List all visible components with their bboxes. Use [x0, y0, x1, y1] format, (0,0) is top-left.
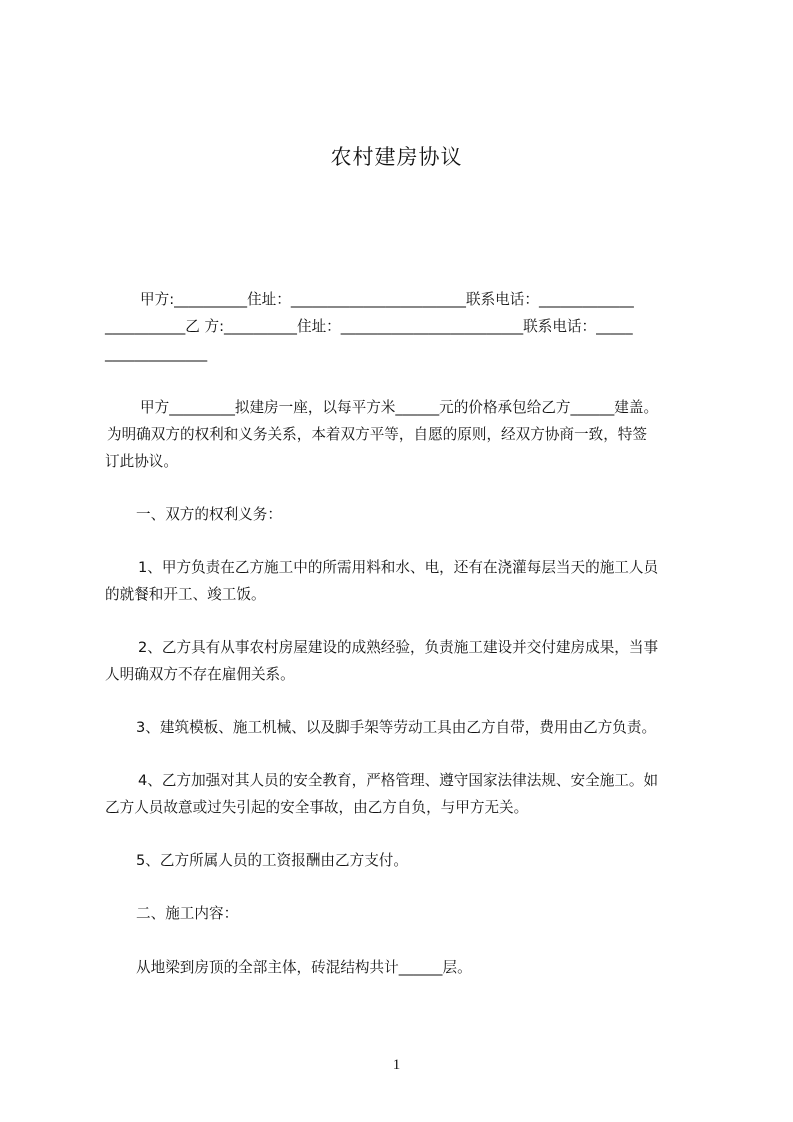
section-2-heading: 二、施工内容： — [136, 905, 239, 922]
section-1-item-2-line-1: 2、乙方具有从事农村房屋建设的成熟经验，负责施工建设并交付建房成果，当事 — [138, 639, 659, 656]
section-1-heading: 一、双方的权利义务： — [136, 506, 282, 523]
section-2-body: 从地梁到房顶的全部主体，砖混结构共计______层。 — [136, 959, 472, 976]
document-title: 农村建房协议 — [330, 145, 463, 169]
parties-line-2: ___________乙 方:__________住址：_________________________联系电话：_____ — [105, 318, 633, 335]
section-1-item-2-line-2: 人明确双方不存在雇佣关系。 — [105, 666, 295, 683]
section-1-item-5: 5、乙方所属人员的工资报酬由乙方支付。 — [136, 852, 408, 869]
intro-line-3: 订此协议。 — [105, 453, 178, 470]
section-1-item-1-line-1: 1、甲方负责在乙方施工中的所需用料和水、电，还有在浇灌每层当天的施工人员 — [138, 559, 659, 576]
intro-line-2: 为明确双方的权利和义务关系，本着双方平等，自愿的原则，经双方协商一致，特签 — [107, 426, 647, 443]
section-1-item-4-line-1: 4、乙方加强对其人员的安全教育，严格管理、遵守国家法律法规、安全施工。如 — [138, 772, 659, 789]
section-1-item-3: 3、建筑模板、施工机械、以及脚手架等劳动工具由乙方自带，费用由乙方负责。 — [136, 719, 657, 736]
parties-line-3: ______________ — [105, 345, 208, 362]
section-1-item-1-line-2: 的就餐和开工、竣工饭。 — [105, 586, 266, 603]
parties-line-1: 甲方:__________住址：________________________联系电话：_____________ — [140, 291, 634, 308]
intro-line-1: 甲方_________拟建房一座，以每平方米______元的价格承包给乙方______建盖。 — [140, 399, 659, 416]
section-1-item-4-line-2: 乙方人员故意或过失引起的安全事故，由乙方自负，与甲方无关。 — [105, 799, 529, 816]
page-number: 1 — [392, 1057, 401, 1073]
